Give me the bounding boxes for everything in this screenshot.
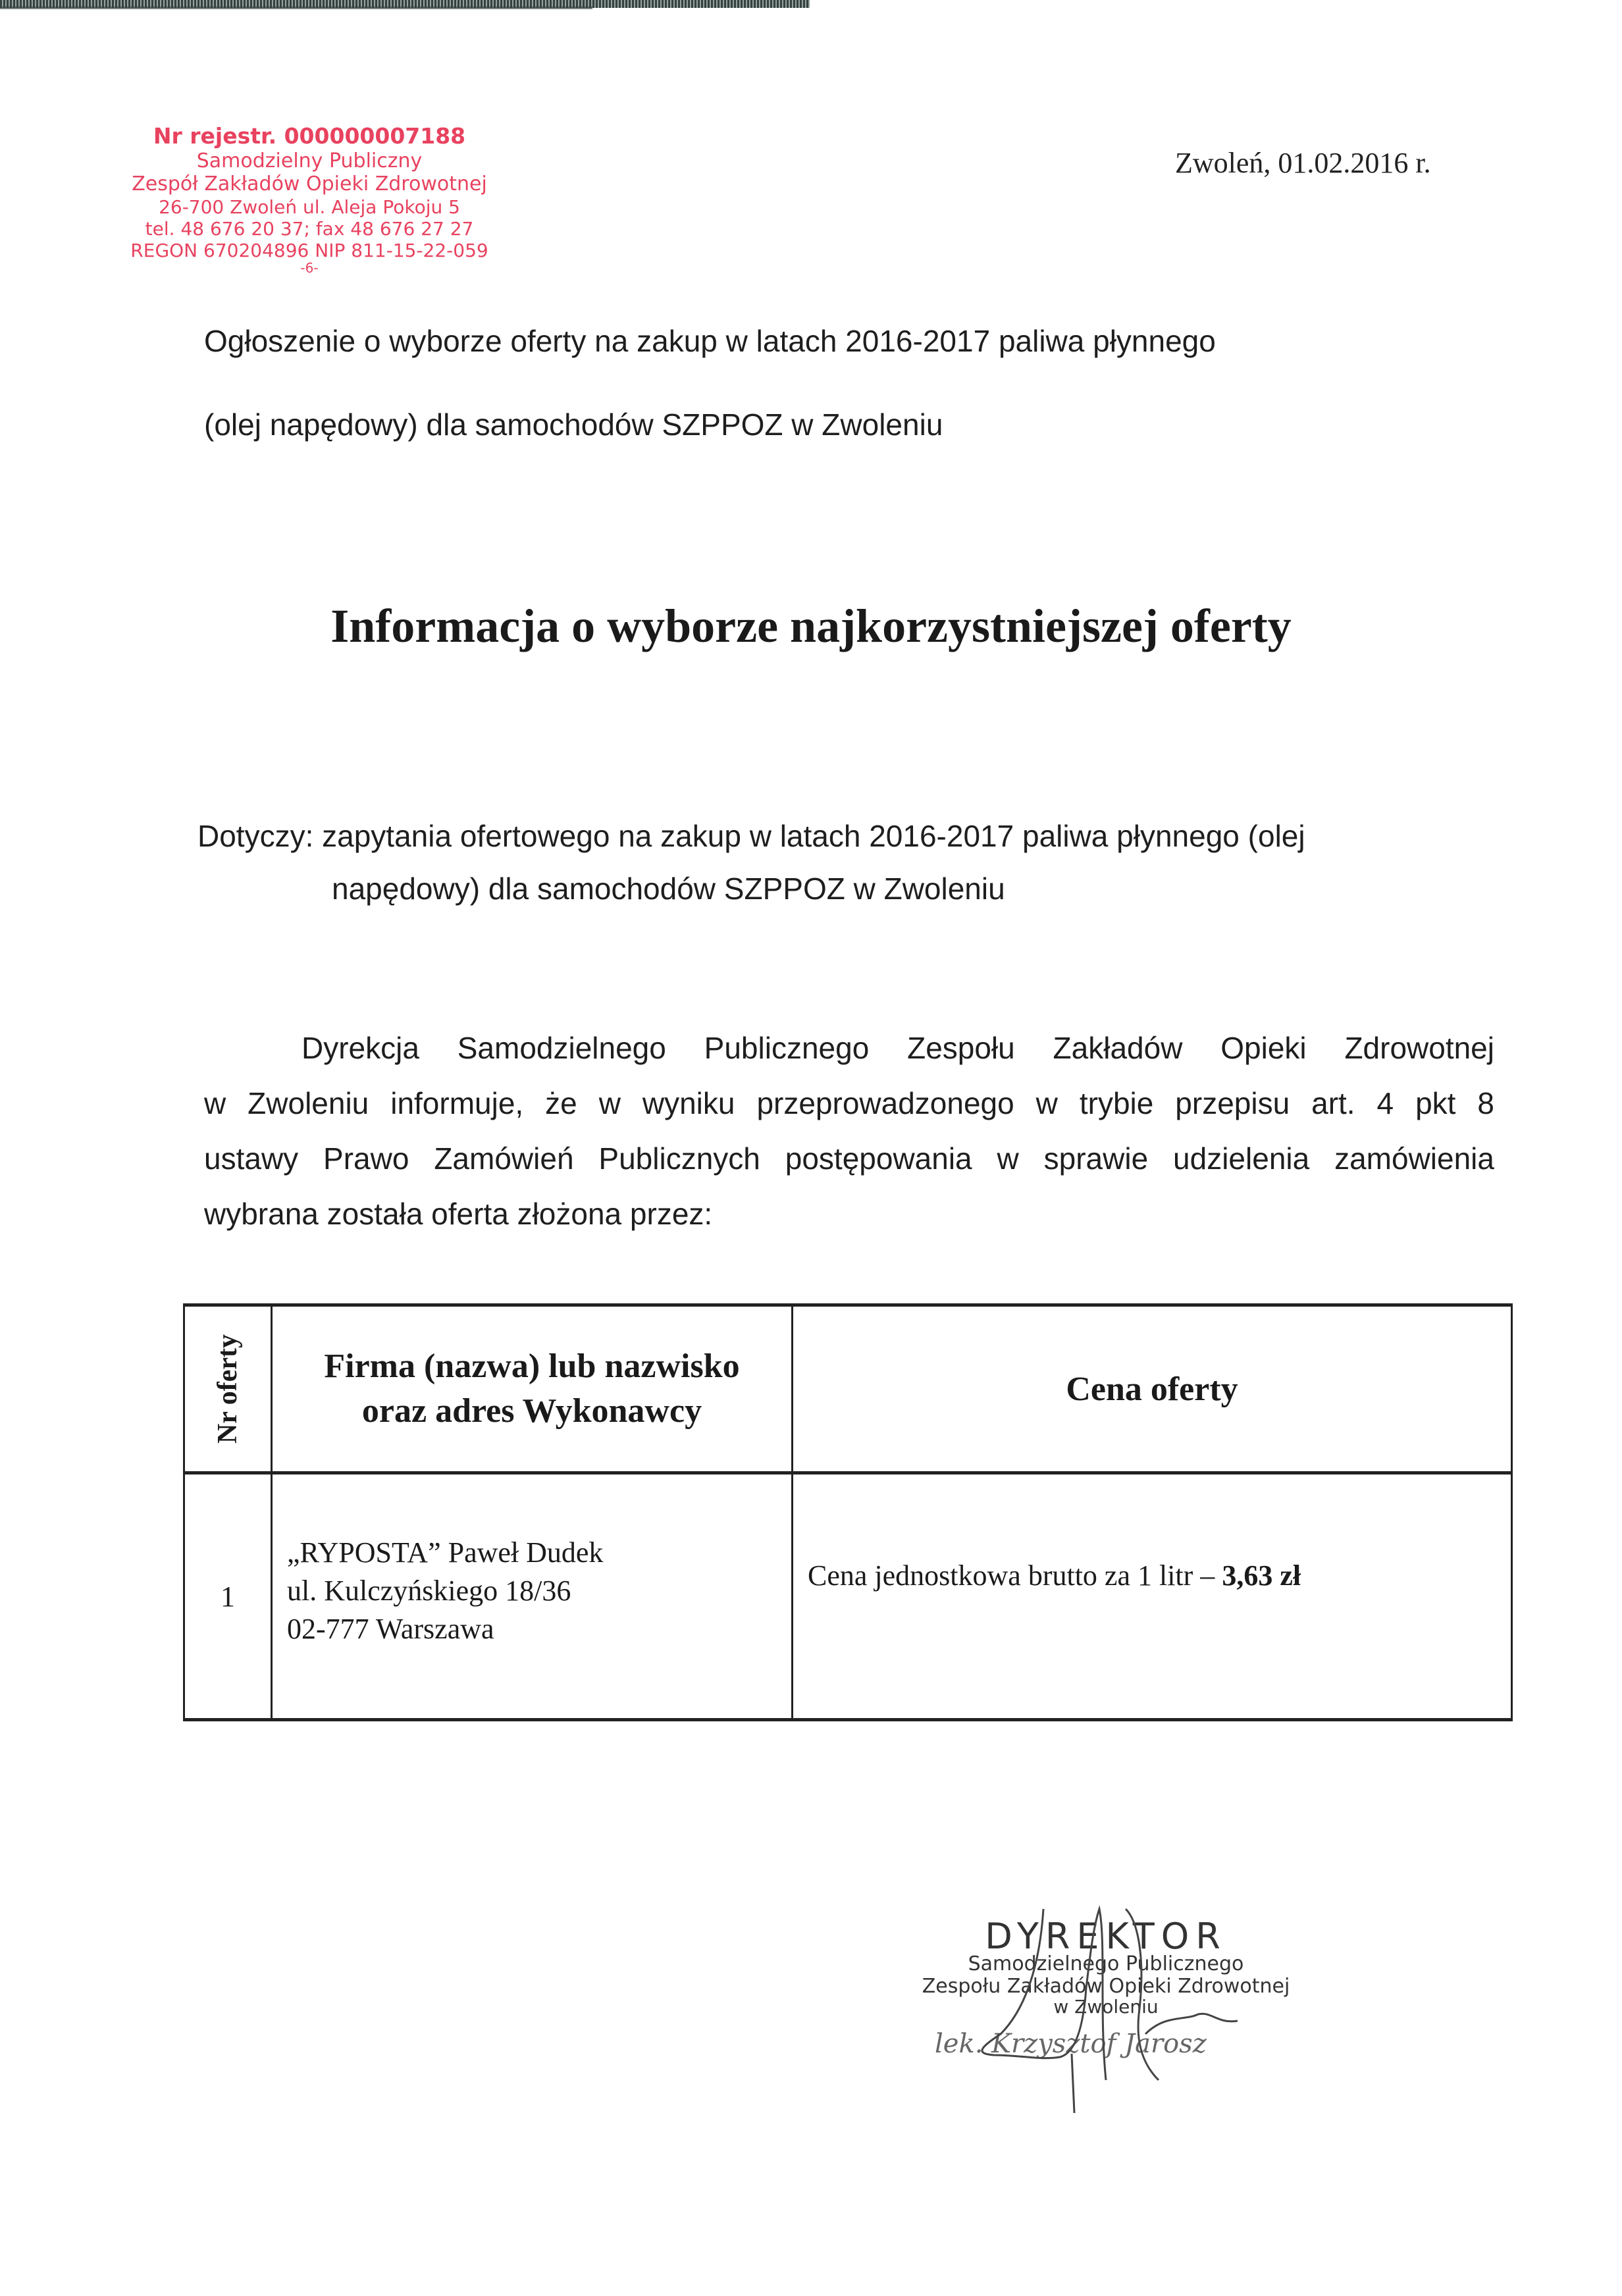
offer-firm bbox=[272, 1473, 793, 1720]
offer-price bbox=[793, 1473, 1512, 1720]
body-line-3: ustawy Prawo Zamówień Publicznych postępowania w sprawie udzielenia zamówienia bbox=[204, 1141, 1494, 1176]
document-title: Informacja o wyborze najkorzystniejszej oferty bbox=[330, 600, 1292, 652]
handwritten-signature-icon bbox=[908, 1883, 1303, 2120]
announcement-line-2: (olej napędowy) dla samochodów SZPPOZ w Zwoleniu bbox=[204, 407, 943, 442]
announcement-heading bbox=[204, 300, 1455, 467]
header-price: Cena oferty bbox=[793, 1305, 1512, 1473]
header-nr-oferty: Nr oferty bbox=[184, 1305, 272, 1473]
regarding-line-1: Dotyczy: zapytania ofertowego na zakup w latach 2016-2017 paliwa płynnego (olej bbox=[197, 819, 1305, 853]
firm-name: „RYPOSTA” Paweł Dudek bbox=[287, 1536, 604, 1569]
firm-street: ul. Kulczyńskiego 18/36 bbox=[287, 1575, 571, 1607]
stamp-line-1: Samodzielny Publiczny bbox=[196, 149, 423, 172]
table-header-row bbox=[184, 1305, 1512, 1473]
stamp-registry: Nr rejestr. 000000007188 bbox=[153, 123, 466, 149]
director-signature-stamp bbox=[908, 1883, 1303, 2120]
offer-number: 1 bbox=[184, 1473, 272, 1720]
sig-line-1: Samodzielnego Publicznego bbox=[968, 1952, 1244, 1975]
sig-line-3: w Zwoleniu bbox=[1053, 1996, 1159, 2018]
stamp-phone: tel. 48 676 20 37; fax 48 676 27 27 bbox=[145, 217, 474, 240]
firm-city: 02-777 Warszawa bbox=[287, 1613, 494, 1645]
sig-title: DYREKTOR bbox=[985, 1916, 1227, 1957]
regarding-block bbox=[197, 810, 1488, 915]
scan-edge-shadow bbox=[0, 7, 592, 9]
stamp-address: 26-700 Zwoleń ul. Aleja Pokoju 5 bbox=[159, 196, 460, 218]
regarding-line-2: napędowy) dla samochodów SZPPOZ w Zwoleniu bbox=[332, 872, 1005, 906]
announcement-line-1: Ogłoszenie o wyborze oferty na zakup w latach 2016-2017 paliwa płynnego bbox=[204, 324, 1216, 358]
body-line-1: Dyrekcja Samodzielnego Publicznego Zespołu Zakładów Opieki Zdrowotnej bbox=[301, 1031, 1494, 1065]
body-paragraph bbox=[204, 1020, 1494, 1241]
sig-name: lek. Krzysztof Jarosz bbox=[935, 2029, 1207, 2059]
place-date: Zwoleń, 01.02.2016 r. bbox=[1175, 147, 1431, 179]
offers-table bbox=[183, 1303, 1513, 1721]
stamp-regon-nip: REGON 670204896 NIP 811-15-22-059 bbox=[130, 239, 488, 261]
price-value: 3,63 zł bbox=[1222, 1559, 1301, 1592]
sig-line-2: Zespołu Zakładów Opieki Zdrowotnej bbox=[922, 1975, 1290, 1998]
header-firm: Firma (nazwa) lub nazwisko oraz adres Wykonawcy bbox=[272, 1305, 793, 1473]
price-label: Cena jednostkowa brutto za 1 litr – bbox=[808, 1559, 1222, 1592]
body-line-4: wybrana została oferta złożona przez: bbox=[204, 1197, 713, 1231]
table-row bbox=[184, 1473, 1512, 1720]
stamp-line-2: Zespół Zakładów Opieki Zdrowotnej bbox=[132, 172, 487, 196]
body-line-2: w Zwoleniu informuje, że w wyniku przeprowadzonego w trybie przepisu art. 4 pkt 8 bbox=[204, 1086, 1494, 1120]
institution-stamp bbox=[79, 124, 540, 274]
stamp-page-marker: -6- bbox=[300, 259, 319, 276]
